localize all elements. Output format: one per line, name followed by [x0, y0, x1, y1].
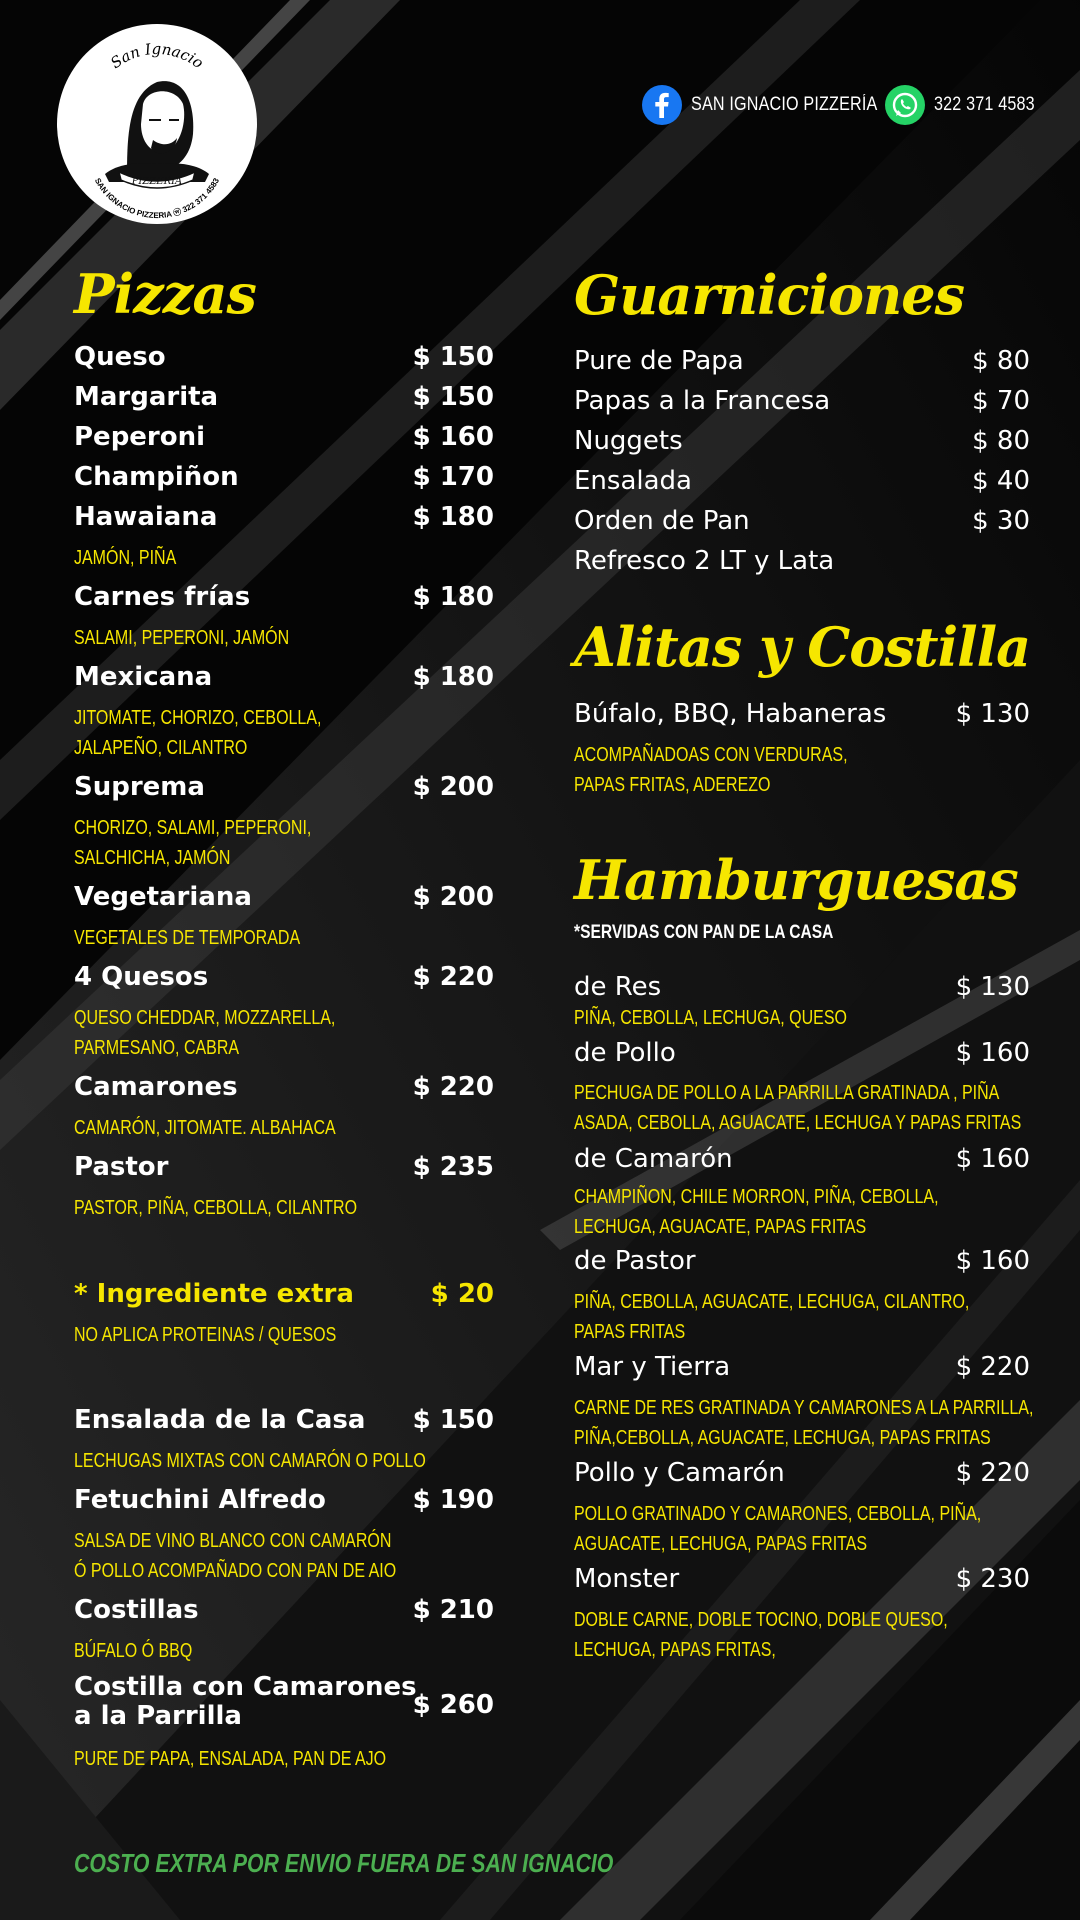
- item-description: BÚFALO Ó BBQ: [74, 1640, 193, 1662]
- facebook-label: SAN IGNACIO PIZZERÍA: [691, 94, 878, 115]
- item-price: $ 235: [412, 1152, 494, 1182]
- item-description: PAPAS FRITAS, ADEREZO: [574, 774, 771, 796]
- menu-item: [74, 770, 494, 804]
- item-description: CAMARÓN, JITOMATE. ALBAHACA: [74, 1117, 336, 1139]
- menu-item: [574, 1244, 1030, 1278]
- item-name: Búfalo, BBQ, Habaneras: [574, 699, 887, 729]
- item-description: SALAMI, PEPERONI, JAMÓN: [74, 627, 290, 649]
- menu-item: [574, 384, 1030, 418]
- item-description: LECHUGA, PAPAS FRITAS,: [574, 1639, 776, 1661]
- item-name: Vegetariana: [74, 882, 252, 912]
- item-price: $ 80: [972, 346, 1030, 376]
- item-description: LECHUGAS MIXTAS CON CAMARÓN O POLLO: [74, 1450, 426, 1472]
- item-price: $ 220: [955, 1458, 1030, 1488]
- item-price: $ 180: [412, 582, 494, 612]
- menu-item: [74, 500, 494, 534]
- item-description: PASTOR, PIÑA, CEBOLLA, CILANTRO: [74, 1197, 358, 1219]
- item-name: Camarones: [74, 1072, 238, 1102]
- item-price: $ 130: [955, 972, 1030, 1002]
- item-description: POLLO GRATINADO Y CAMARONES, CEBOLLA, PIÑA,: [574, 1503, 982, 1525]
- menu-item: [74, 1593, 494, 1627]
- item-description: QUESO CHEDDAR, MOZZARELLA,: [74, 1007, 336, 1029]
- item-price: $ 230: [955, 1564, 1030, 1594]
- menu-item: [74, 1483, 494, 1517]
- item-name: Peperoni: [74, 422, 206, 452]
- item-description: VEGETALES DE TEMPORADA: [74, 927, 301, 949]
- item-name: Champiñon: [74, 462, 239, 492]
- menu-item: [574, 464, 1030, 498]
- item-price: $ 160: [955, 1144, 1030, 1174]
- item-price: $ 160: [955, 1038, 1030, 1068]
- item-name: Pollo y Camarón: [574, 1458, 785, 1488]
- item-price: $ 150: [412, 1405, 494, 1435]
- item-description: SALCHICHA, JAMÓN: [74, 847, 231, 869]
- item-name: Papas a la Francesa: [574, 386, 831, 416]
- item-price: $ 200: [412, 882, 494, 912]
- item-name-line1: Costilla con Camarones: [74, 1672, 417, 1702]
- item-name: Fetuchini Alfredo: [74, 1485, 326, 1515]
- menu-item: [74, 1673, 494, 1733]
- item-price: $ 160: [412, 422, 494, 452]
- item-price: $ 70: [972, 386, 1030, 416]
- item-description: NO APLICA PROTEINAS / QUESOS: [74, 1324, 337, 1346]
- delivery-note: COSTO EXTRA POR ENVIO FUERA DE SAN IGNACIO: [74, 1848, 614, 1878]
- menu-item: [74, 960, 494, 994]
- menu-item: [74, 1150, 494, 1184]
- alitas-heading: Alitas y Costilla: [574, 615, 1031, 679]
- item-name: Monster: [574, 1564, 680, 1594]
- guarniciones-heading: Guarniciones: [574, 263, 965, 327]
- menu-item: [74, 580, 494, 614]
- item-price: $ 150: [412, 382, 494, 412]
- item-description: ACOMPAÑADOAS CON VERDURAS,: [574, 744, 848, 766]
- item-name: Refresco 2 LT y Lata: [574, 546, 835, 576]
- item-price: $ 130: [955, 699, 1030, 729]
- menu-item: [74, 460, 494, 494]
- item-price: $ 80: [972, 426, 1030, 456]
- menu-item: [574, 697, 1030, 731]
- left-column: [74, 0, 494, 1920]
- hamburguesas-heading: Hamburguesas: [574, 848, 1018, 912]
- item-price: $ 180: [412, 502, 494, 532]
- menu-item: [574, 344, 1030, 378]
- item-price: $ 20: [430, 1279, 494, 1309]
- item-description: PARMESANO, CABRA: [74, 1037, 240, 1059]
- item-description: CARNE DE RES GRATINADA Y CAMARONES A LA PARRILLA,: [574, 1397, 1034, 1419]
- item-description: LECHUGA, AGUACATE, PAPAS FRITAS: [574, 1216, 867, 1238]
- item-price: $ 220: [412, 962, 494, 992]
- item-name: Ensalada: [574, 466, 692, 496]
- item-description: PIÑA, CEBOLLA, AGUACATE, LECHUGA, CILANTRO,: [574, 1291, 970, 1313]
- item-description: PECHUGA DE POLLO A LA PARRILLA GRATINADA , PIÑA: [574, 1082, 1000, 1104]
- item-description: PIÑA, CEBOLLA, LECHUGA, QUESO: [574, 1007, 847, 1029]
- item-name: Margarita: [74, 382, 219, 412]
- item-price: $ 30: [972, 506, 1030, 536]
- item-price: $ 170: [412, 462, 494, 492]
- menu-item: [574, 544, 1030, 578]
- menu-item: [74, 660, 494, 694]
- menu-item: [74, 880, 494, 914]
- item-name-line2: a la Parrilla: [74, 1701, 242, 1731]
- item-name: Queso: [74, 342, 166, 372]
- item-name: Mar y Tierra: [574, 1352, 731, 1382]
- item-description: PIÑA,CEBOLLA, AGUACATE, LECHUGA, PAPAS FRITAS: [574, 1427, 991, 1449]
- menu-item: [574, 970, 1030, 1004]
- logo-bottom-text: SAN IGNACIO PIZZERIA ⓦ 322 371 4583: [92, 176, 222, 221]
- menu-item: [574, 1562, 1030, 1596]
- item-description: Ó POLLO ACOMPAÑADO CON PAN DE AIO: [74, 1560, 397, 1582]
- item-description: AGUACATE, LECHUGA, PAPAS FRITAS: [574, 1533, 868, 1555]
- item-price: $ 210: [412, 1595, 494, 1625]
- menu-item: [574, 424, 1030, 458]
- item-name: Pure de Papa: [574, 346, 744, 376]
- item-name: de Pastor: [574, 1246, 696, 1276]
- item-description: PURE DE PAPA, ENSALADA, PAN DE AJO: [74, 1748, 387, 1770]
- menu-item: [74, 380, 494, 414]
- item-name: Pastor: [74, 1152, 169, 1182]
- item-price: $ 200: [412, 772, 494, 802]
- item-description: CHAMPIÑON, CHILE MORRON, PIÑA, CEBOLLA,: [574, 1186, 939, 1208]
- menu-item: [574, 1036, 1030, 1070]
- item-description: CHORIZO, SALAMI, PEPERONI,: [74, 817, 312, 839]
- logo-banner-text: PIZZERIA: [131, 176, 183, 187]
- item-name: Suprema: [74, 772, 205, 802]
- item-price: $ 220: [412, 1072, 494, 1102]
- item-name: Hawaiana: [74, 502, 218, 532]
- menu-item: [74, 1070, 494, 1104]
- item-name: de Res: [574, 972, 662, 1002]
- item-price: $ 180: [412, 662, 494, 692]
- item-name: de Pollo: [574, 1038, 676, 1068]
- item-description: JALAPEÑO, CILANTRO: [74, 737, 248, 759]
- menu-item: [574, 504, 1030, 538]
- item-name: Nuggets: [574, 426, 683, 456]
- item-price: $ 190: [412, 1485, 494, 1515]
- item-description: PAPAS FRITAS: [574, 1321, 686, 1343]
- menu-item: [74, 420, 494, 454]
- menu-item: [574, 1456, 1030, 1490]
- item-description: JITOMATE, CHORIZO, CEBOLLA,: [74, 707, 322, 729]
- item-name: de Camarón: [574, 1144, 733, 1174]
- item-name: Mexicana: [74, 662, 213, 692]
- pizzas-heading: Pizzas: [74, 262, 256, 326]
- item-name: Carnes frías: [74, 582, 251, 612]
- item-name: Ensalada de la Casa: [74, 1405, 366, 1435]
- hamburguesas-note: *SERVIDAS CON PAN DE LA CASA: [574, 922, 834, 943]
- item-name: * Ingrediente extra: [74, 1279, 354, 1309]
- item-price: $ 40: [972, 466, 1030, 496]
- menu-item: [574, 1350, 1030, 1384]
- item-price: $ 150: [412, 342, 494, 372]
- item-price: $ 160: [955, 1246, 1030, 1276]
- item-description: SALSA DE VINO BLANCO CON CAMARÓN: [74, 1530, 392, 1552]
- whatsapp-label: 322 371 4583: [934, 94, 1035, 115]
- logo-top-text: San Ignacio: [107, 39, 207, 73]
- menu-item: [74, 1403, 494, 1437]
- item-name: Orden de Pan: [574, 506, 750, 536]
- item-description: JAMÓN, PIÑA: [74, 547, 177, 569]
- item-description: DOBLE CARNE, DOBLE TOCINO, DOBLE QUESO,: [574, 1609, 948, 1631]
- item-price: $ 220: [955, 1352, 1030, 1382]
- item-name: 4 Quesos: [74, 962, 209, 992]
- right-column: [574, 0, 1034, 1920]
- item-description: ASADA, CEBOLLA, AGUACATE, LECHUGA Y PAPAS FRITAS: [574, 1112, 1022, 1134]
- item-price: $ 260: [412, 1690, 494, 1720]
- menu-item: [74, 340, 494, 374]
- extra-ingredient: [74, 1277, 494, 1311]
- item-name: [74, 1673, 417, 1731]
- item-name: Costillas: [74, 1595, 199, 1625]
- menu-item: [574, 1142, 1030, 1176]
